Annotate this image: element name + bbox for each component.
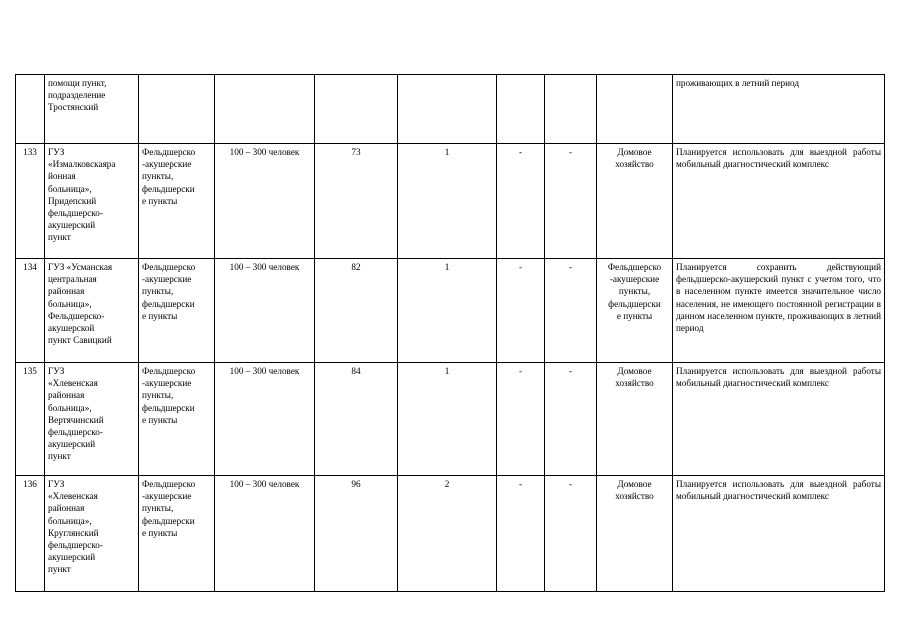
column-8 bbox=[545, 75, 597, 144]
column-8: - bbox=[545, 259, 597, 363]
planned-action: проживающих в летний период bbox=[673, 75, 885, 144]
facility-type: Фельдшерско -акушерские пункты, фельдшерски е пункты bbox=[139, 144, 215, 259]
planned-action: Планируется использовать для выездной работы мобильный диагностический комплекс bbox=[673, 476, 885, 592]
facility-name: ГУЗ «Хлевенская районная больница», Круглянский фельдшерско- акушерский пункт bbox=[45, 476, 139, 592]
facility-form: Домовое хозяйство bbox=[597, 476, 673, 592]
facility-form bbox=[597, 75, 673, 144]
facility-name: ГУЗ «Хлевенская районная больница», Вертячинский фельдшерско- акушерский пункт bbox=[45, 363, 139, 476]
facility-name: помощи пункт, подразделение Тростянский bbox=[45, 75, 139, 144]
population-count: 73 bbox=[315, 144, 398, 259]
population-count bbox=[315, 75, 398, 144]
planned-action: Планируется использовать для выездной работы мобильный диагностический комплекс bbox=[673, 144, 885, 259]
staff-count: 1 bbox=[398, 259, 497, 363]
facility-form: Домовое хозяйство bbox=[597, 363, 673, 476]
row-number: 135 bbox=[16, 363, 45, 476]
facility-name: ГУЗ «Усманская центральная районная больница», Фельдшерско- акушерской пункт Савицкий bbox=[45, 259, 139, 363]
staff-count: 1 bbox=[398, 144, 497, 259]
population-count: 84 bbox=[315, 363, 398, 476]
population-count: 96 bbox=[315, 476, 398, 592]
facility-type: Фельдшерско -акушерские пункты, фельдшерски е пункты bbox=[139, 363, 215, 476]
population-range: 100 – 300 человек bbox=[215, 476, 315, 592]
row-number: 133 bbox=[16, 144, 45, 259]
column-7 bbox=[497, 75, 545, 144]
facility-type: Фельдшерско -акушерские пункты, фельдшерски е пункты bbox=[139, 259, 215, 363]
population-range: 100 – 300 человек bbox=[215, 363, 315, 476]
facility-type: Фельдшерско -акушерские пункты, фельдшерски е пункты bbox=[139, 476, 215, 592]
staff-count bbox=[398, 75, 497, 144]
staff-count: 2 bbox=[398, 476, 497, 592]
facility-form: Домовое хозяйство bbox=[597, 144, 673, 259]
column-8: - bbox=[545, 476, 597, 592]
table-row bbox=[16, 144, 885, 259]
population-count: 82 bbox=[315, 259, 398, 363]
column-7: - bbox=[497, 476, 545, 592]
facilities-table bbox=[15, 74, 885, 592]
row-number bbox=[16, 75, 45, 144]
population-range: 100 – 300 человек bbox=[215, 144, 315, 259]
column-8: - bbox=[545, 363, 597, 476]
planned-action: Планируется сохранить действующий фельдшерско-акушерский пункт с учетом того, что в населенном пункте имеется значительное число населения, не имеющего постоянной регистрации в данном населенном пункте, проживающих в летний период bbox=[673, 259, 885, 363]
column-8: - bbox=[545, 144, 597, 259]
table-row bbox=[16, 363, 885, 476]
column-7: - bbox=[497, 144, 545, 259]
planned-action: Планируется использовать для выездной работы мобильный диагностический комплекс bbox=[673, 363, 885, 476]
facility-form: Фельдшерско -акушерские пункты, фельдшерски е пункты bbox=[597, 259, 673, 363]
column-7: - bbox=[497, 363, 545, 476]
table-row bbox=[16, 259, 885, 363]
table-row bbox=[16, 75, 885, 144]
population-range bbox=[215, 75, 315, 144]
row-number: 134 bbox=[16, 259, 45, 363]
facility-name: ГУЗ «Измалковскаяра йонная больница», Придепский фельдшерско- акушерский пункт bbox=[45, 144, 139, 259]
row-number: 136 bbox=[16, 476, 45, 592]
facility-type bbox=[139, 75, 215, 144]
population-range: 100 – 300 человек bbox=[215, 259, 315, 363]
column-7: - bbox=[497, 259, 545, 363]
staff-count: 1 bbox=[398, 363, 497, 476]
table-row bbox=[16, 476, 885, 592]
